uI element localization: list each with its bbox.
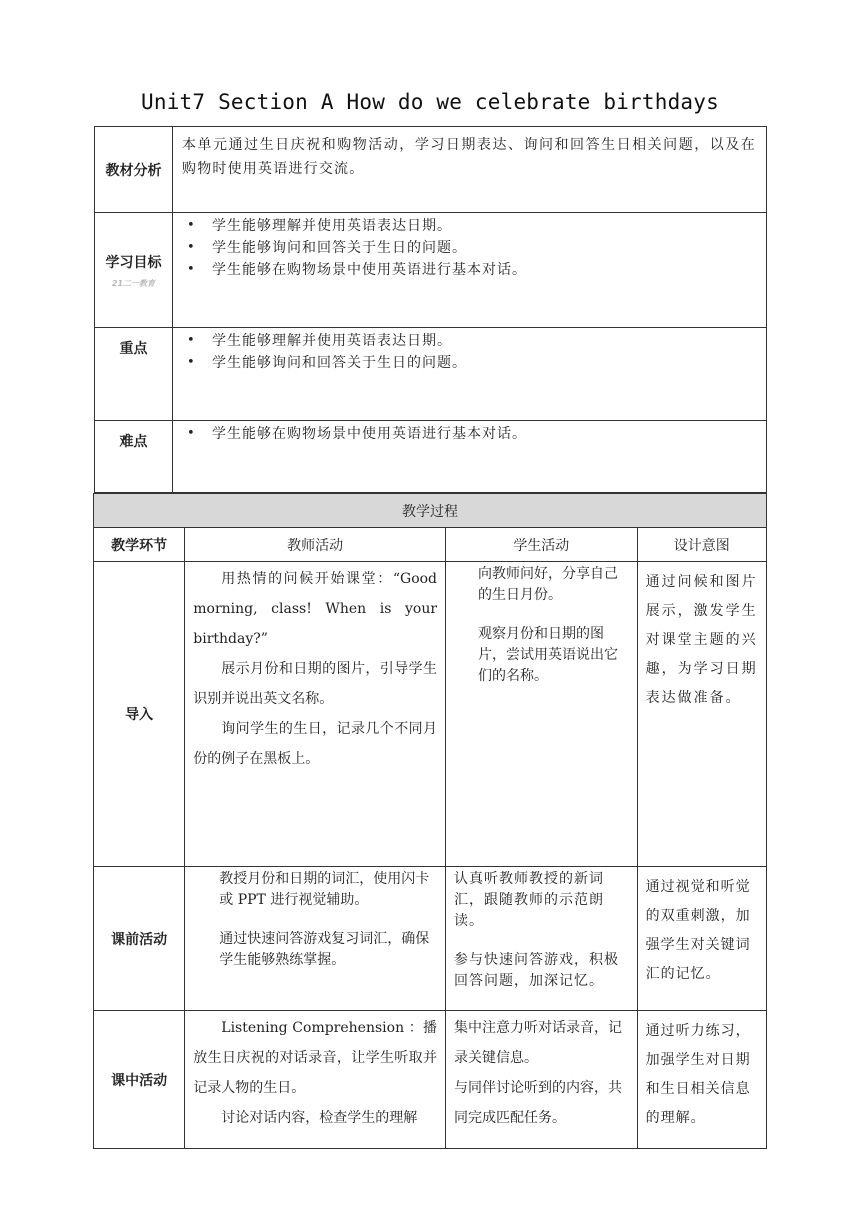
teacher-paragraph: morning, class! When is your [193, 601, 438, 617]
student-paragraph: 向教师问好，分享自己的生日月份。 [478, 566, 619, 603]
teacher-activity-cell [185, 562, 446, 867]
stage-cell: 导入 [94, 562, 185, 867]
key-cell [173, 328, 767, 421]
key-label: 重点 [95, 328, 173, 421]
key-item: • 学生能够理解并使用英语表达日期。 [212, 330, 756, 352]
design-intent-cell: 通过问候和图片展示，激发学生对课堂主题的兴趣，为学习日期表达做准备。 [637, 562, 766, 867]
goal-item: • 学生能够询问和回答关于生日的问题。 [212, 237, 756, 259]
teacher-paragraph: 展示月份和日期的图片，引导学生识别并说出英文名称。 [193, 661, 438, 707]
goals-list [182, 215, 756, 281]
teacher-paragraph: 教授月份和日期的词汇，使用闪卡或 PPT 进行视觉辅助。 [219, 871, 430, 908]
key-list [182, 330, 756, 374]
goals-label-cell [95, 213, 173, 328]
column-header-design: 设计意图 [637, 528, 766, 562]
teacher-paragraph: 询问学生的生日，记录几个不同月份的例子在黑板上。 [193, 721, 438, 767]
table-row [94, 867, 767, 1011]
student-activity-cell [446, 1011, 638, 1149]
column-header-teacher: 教师活动 [185, 528, 446, 562]
column-header-stage: 教学环节 [94, 528, 185, 562]
difficult-item: • 学生能够在购物场景中使用英语进行基本对话。 [212, 423, 756, 445]
goals-label: 学习目标 [105, 254, 162, 271]
difficult-list [182, 423, 756, 445]
goals-cell [173, 213, 767, 328]
teacher-paragraph: birthday?” [193, 631, 268, 647]
teacher-paragraph: 用热情的问候开始课堂：“Good [221, 571, 438, 587]
difficult-cell [173, 421, 767, 493]
student-paragraph: 集中注意力听对话录音，记录关键信息。 [454, 1020, 623, 1066]
column-header-student: 学生活动 [446, 528, 638, 562]
watermark-logo: 21二一教育 [111, 278, 156, 288]
student-paragraph: 认真听教师教授的新词汇，跟随教师的示范朗读。 [454, 871, 605, 929]
key-item: • 学生能够询问和回答关于生日的问题。 [212, 352, 756, 374]
teacher-paragraph: 讨论对话内容，检查学生的理解 [221, 1110, 418, 1126]
student-paragraph: 观察月份和日期的图片，尝试用英语说出它们的名称。 [478, 626, 619, 684]
process-table [93, 493, 767, 1149]
teacher-paragraph: Listening Comprehension ：播放生日庆祝的对话录音，让学生听取并记录人物的生日。 [193, 1020, 438, 1096]
overview-table [94, 126, 767, 493]
goal-item: • 学生能够理解并使用英语表达日期。 [212, 215, 756, 237]
analysis-label: 教材分析 [95, 127, 173, 213]
teacher-activity-cell [185, 867, 446, 1011]
analysis-text: 本单元通过生日庆祝和购物活动，学习日期表达、询问和回答生日相关问题，以及在购物时使用英语进行交流。 [173, 127, 767, 213]
design-intent-cell: 通过视觉和听觉的双重刺激，加强学生对关键词汇的记忆。 [637, 867, 766, 1011]
difficult-label: 难点 [95, 421, 173, 493]
process-header: 教学过程 [94, 494, 767, 528]
student-activity-cell [446, 562, 638, 867]
student-paragraph: 与同伴讨论听到的内容，共同完成匹配任务。 [454, 1080, 623, 1126]
document-title: Unit7 Section A How do we celebrate birthdays [141, 90, 719, 114]
stage-cell: 课前活动 [94, 867, 185, 1011]
student-paragraph: 参与快速问答游戏，积极回答问题，加深记忆。 [454, 952, 620, 989]
goal-item: • 学生能够在购物场景中使用英语进行基本对话。 [212, 259, 756, 281]
stage-cell: 课中活动 [94, 1011, 185, 1149]
student-activity-cell [446, 867, 638, 1011]
design-intent-cell: 通过听力练习，加强学生对日期和生日相关信息的理解。 [637, 1011, 766, 1149]
teacher-paragraph: 通过快速问答游戏复习词汇，确保学生能够熟练掌握。 [219, 931, 430, 968]
table-row [94, 1011, 767, 1149]
teacher-activity-cell [185, 1011, 446, 1149]
table-row [94, 562, 767, 867]
